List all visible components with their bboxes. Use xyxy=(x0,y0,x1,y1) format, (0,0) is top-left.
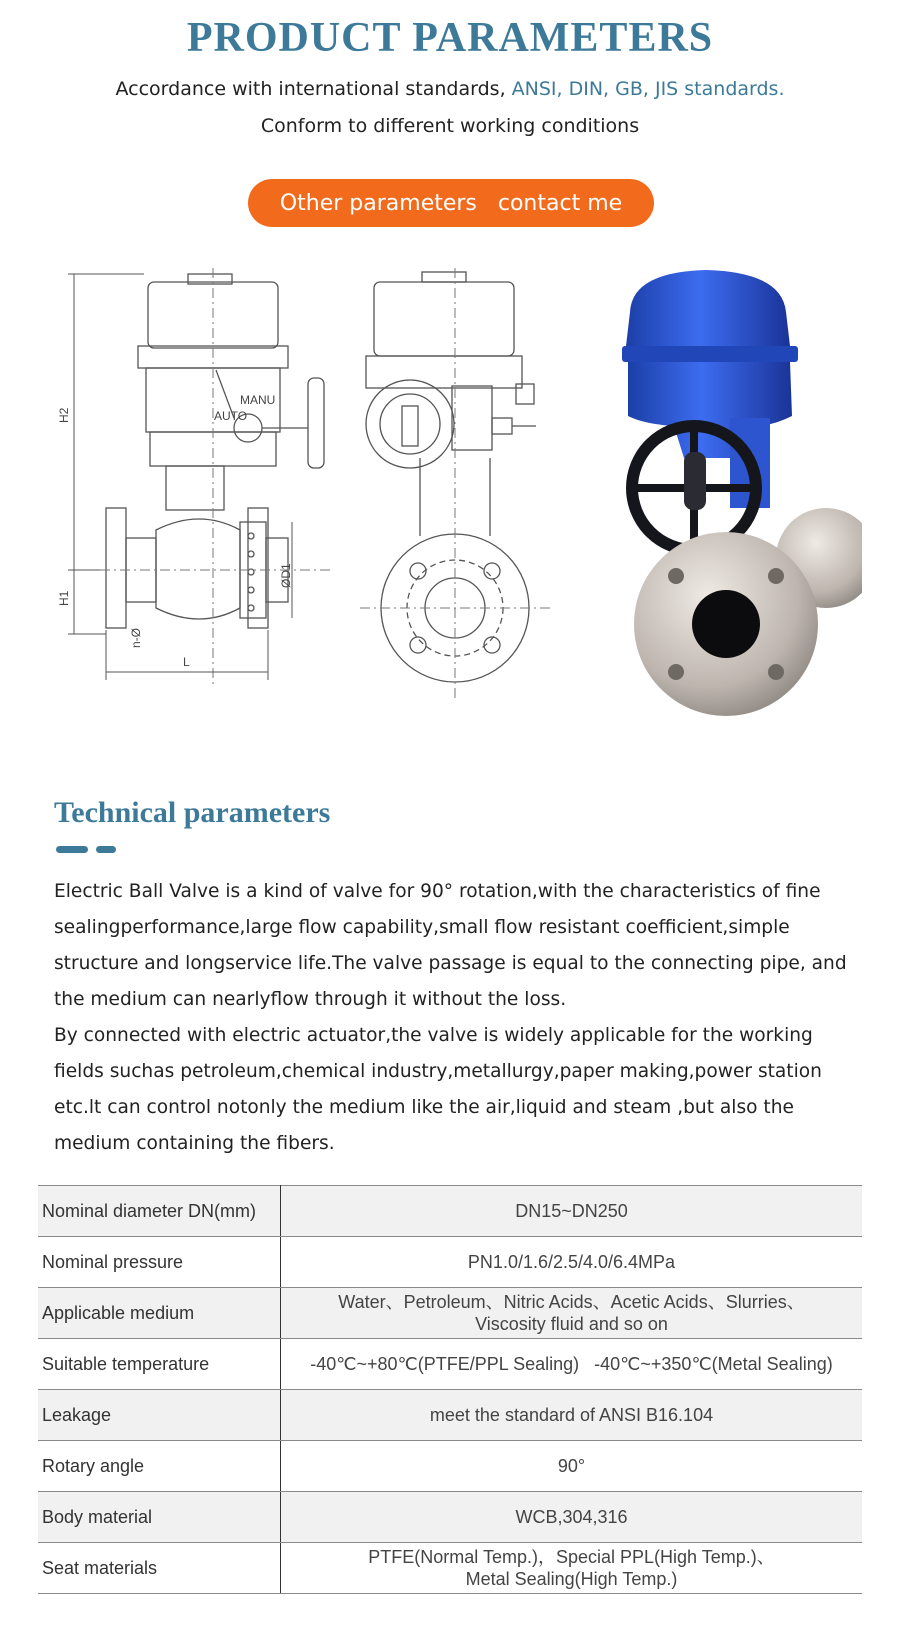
auto-label: AUTO xyxy=(214,409,248,423)
flange-bore xyxy=(692,590,760,658)
param-name: Seat materials xyxy=(38,1543,281,1594)
table-row xyxy=(38,1186,862,1237)
param-name: Suitable temperature xyxy=(38,1339,281,1390)
title-dash-long xyxy=(56,846,88,853)
conditions-line: Conform to different working conditions xyxy=(260,115,640,137)
param-value xyxy=(281,1288,863,1339)
actuator-rim xyxy=(622,346,798,362)
param-value-line-2: Metal Sealing(High Temp.) xyxy=(465,1569,678,1589)
param-name: Leakage xyxy=(38,1390,281,1441)
table-row xyxy=(38,1339,862,1390)
table-row xyxy=(38,1288,862,1339)
param-value-line-1: Water、Petroleum、Nitric Acids、Acetic Acids、Slurries、 xyxy=(338,1292,805,1312)
param-name: Rotary angle xyxy=(38,1441,281,1492)
description-paragraph-1: Electric Ball Valve is a kind of valve for 90° rotation,with the characteristics of fine sealingperformance,large flow capability,small flow resistant coefficient,simple structure and longservice life.The valve passage is equal to the connecting pipe, and the medium can nearlyflow through it without the loss. xyxy=(54,881,847,1010)
valve-technical-drawing xyxy=(40,268,640,738)
standards-line xyxy=(0,78,900,100)
description-paragraph-2: By connected with electric actuator,the valve is widely applicable for the working fields suchas petroleum,chemical industry,metallurgy,paper making,power station etc.lt can control notonly the medium like the air,liquid and steam ,but also the medium containing the fibers. xyxy=(54,1025,822,1154)
page-title: PRODUCT PARAMETERS xyxy=(186,15,714,61)
param-value: DN15~DN250 xyxy=(281,1186,863,1237)
technical-parameters-title: Technical parameters xyxy=(54,796,331,829)
param-value: 90° xyxy=(281,1441,863,1492)
standards-list: ANSI, DIN, GB, JIS standards. xyxy=(511,78,785,100)
table-row xyxy=(38,1492,862,1543)
actuator-cover xyxy=(626,270,790,346)
param-value: meet the standard of ANSI B16.104 xyxy=(281,1390,863,1441)
table-row xyxy=(38,1441,862,1492)
technical-description xyxy=(54,874,854,1162)
diameter-label: ØD1 xyxy=(279,563,293,588)
param-value-line-2: Viscosity fluid and so on xyxy=(475,1314,668,1334)
param-name: Nominal diameter DN(mm) xyxy=(38,1186,281,1237)
param-value: WCB,304,316 xyxy=(281,1492,863,1543)
param-value xyxy=(281,1543,863,1594)
param-name: Body material xyxy=(38,1492,281,1543)
param-value-line-1: PTFE(Normal Temp.)，Special PPL(High Temp.)、 xyxy=(368,1547,775,1567)
manual-label: MANU xyxy=(240,393,276,407)
h2-label: H2 xyxy=(57,407,71,423)
param-value: PN1.0/1.6/2.5/4.0/6.4MPa xyxy=(281,1237,863,1288)
h1-label: H1 xyxy=(57,590,71,606)
table-row xyxy=(38,1390,862,1441)
table-row xyxy=(38,1237,862,1288)
param-name: Nominal pressure xyxy=(38,1237,281,1288)
bolt-holes-label: n-Ø xyxy=(129,627,143,648)
title-dash-short xyxy=(96,846,116,853)
table-row xyxy=(38,1543,862,1594)
contact-button[interactable]: Other parameters contact me xyxy=(248,179,654,227)
parameters-table xyxy=(38,1185,862,1594)
length-label: L xyxy=(183,655,190,669)
valve-product-photo xyxy=(618,268,862,738)
standards-prefix: Accordance with international standards, xyxy=(115,78,512,100)
param-name: Applicable medium xyxy=(38,1288,281,1339)
param-value: -40℃~+80℃(PTFE/PPL Sealing) -40℃~+350℃(Metal Sealing) xyxy=(281,1339,863,1390)
